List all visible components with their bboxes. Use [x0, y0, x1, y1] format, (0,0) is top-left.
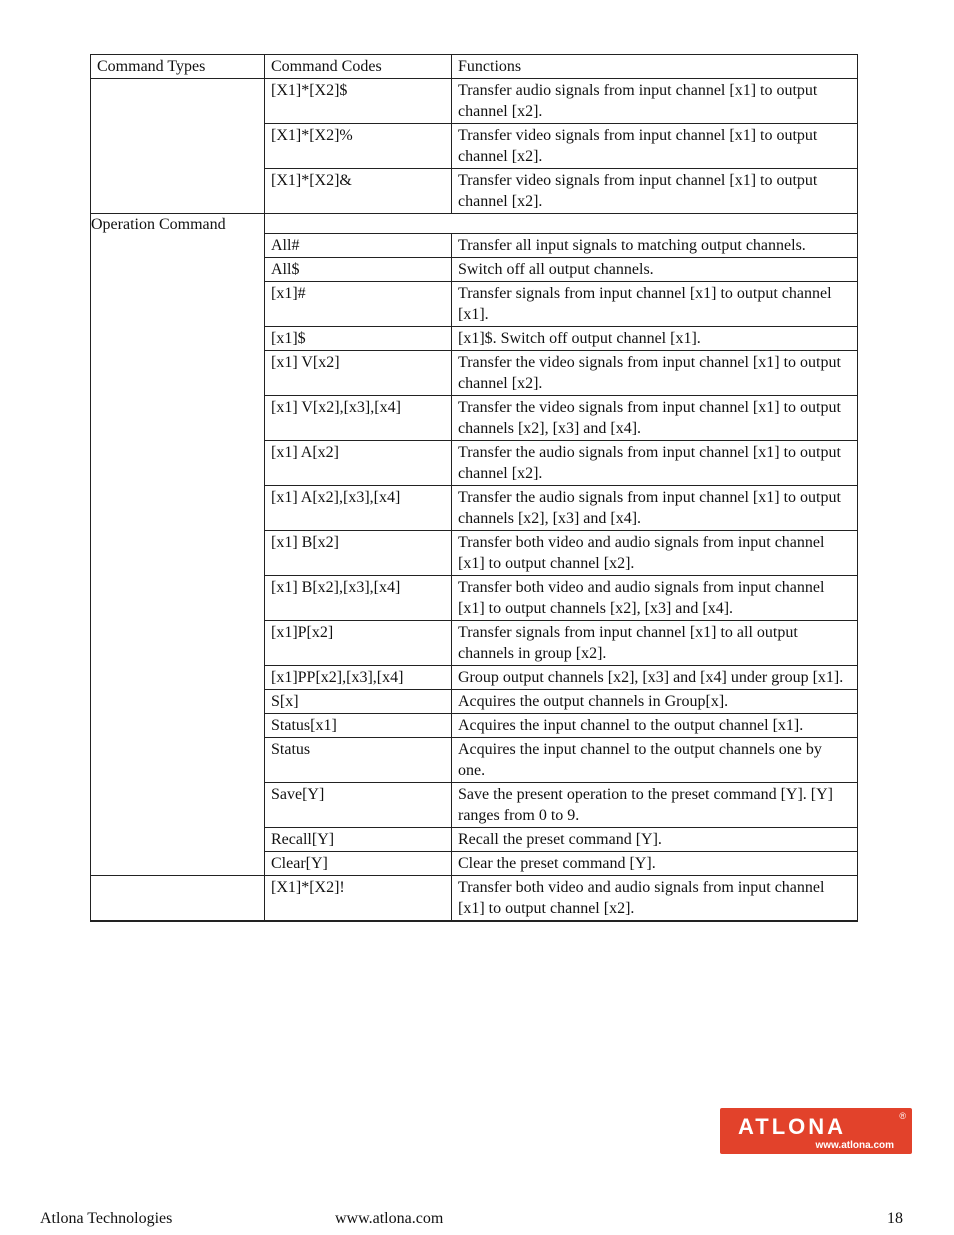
command-function: Transfer the video signals from input channel [x1] to output channel [x2].	[452, 351, 858, 396]
table-row	[91, 79, 858, 124]
command-function: Acquires the input channel to the output channel [x1].	[452, 714, 858, 738]
registered-mark: ®	[899, 1111, 906, 1121]
page-number: 18	[887, 1210, 903, 1227]
command-code: Save[Y]	[265, 783, 452, 828]
command-code: [X1]*[X2]$	[265, 79, 452, 124]
operation-spacer-row	[91, 214, 858, 234]
command-function: Transfer audio signals from input channel [x1] to output channel [x2].	[452, 79, 858, 124]
logo-wordmark: ATLONA	[738, 1114, 847, 1139]
command-function: Save the present operation to the preset command [Y]. [Y] ranges from 0 to 9.	[452, 783, 858, 828]
command-type-cell	[91, 79, 265, 214]
command-code: All#	[265, 234, 452, 258]
footer-company: Atlona Technologies	[40, 1210, 173, 1227]
command-function: Transfer video signals from input channel [x1] to output channel [x2].	[452, 124, 858, 169]
command-function: Transfer all input signals to matching output channels.	[452, 234, 858, 258]
command-function: Transfer both video and audio signals from input channel [x1] to output channel [x2].	[452, 876, 858, 922]
command-code: Recall[Y]	[265, 828, 452, 852]
command-function: Clear the preset command [Y].	[452, 852, 858, 876]
command-code: [x1] V[x2],[x3],[x4]	[265, 396, 452, 441]
command-function: Switch off all output channels.	[452, 258, 858, 282]
command-function: Group output channels [x2], [x3] and [x4] under group [x1].	[452, 666, 858, 690]
command-code: [x1]PP[x2],[x3],[x4]	[265, 666, 452, 690]
command-table	[90, 54, 858, 922]
logo-url: www.atlona.com	[815, 1140, 894, 1151]
command-function: Acquires the input channel to the output channels one by one.	[452, 738, 858, 783]
command-code: [x1] B[x2]	[265, 531, 452, 576]
command-function: Transfer the audio signals from input channel [x1] to output channel [x2].	[452, 441, 858, 486]
command-function: Transfer the video signals from input channel [x1] to output channels [x2], [x3] and [x4].	[452, 396, 858, 441]
header-functions: Functions	[452, 55, 858, 79]
command-code: [x1] A[x2]	[265, 441, 452, 486]
command-function: [x1]$. Switch off output channel [x1].	[452, 327, 858, 351]
command-code: [X1]*[X2]!	[265, 876, 452, 922]
spacer-cell	[265, 214, 858, 234]
command-code: Clear[Y]	[265, 852, 452, 876]
command-code: Status[x1]	[265, 714, 452, 738]
command-function: Transfer both video and audio signals from input channel [x1] to output channels [x2], [x3] and [x4].	[452, 576, 858, 621]
command-function: Acquires the output channels in Group[x].	[452, 690, 858, 714]
command-function: Transfer video signals from input channel [x1] to output channel [x2].	[452, 169, 858, 214]
command-function: Recall the preset command [Y].	[452, 828, 858, 852]
command-code: [X1]*[X2]&	[265, 169, 452, 214]
header-command-types: Command Types	[91, 55, 265, 79]
command-type-cell	[91, 876, 265, 922]
command-code: All$	[265, 258, 452, 282]
command-code: [X1]*[X2]%	[265, 124, 452, 169]
atlona-logo	[720, 1108, 912, 1154]
command-code: Status	[265, 738, 452, 783]
command-code: [x1] A[x2],[x3],[x4]	[265, 486, 452, 531]
command-code: [x1] V[x2]	[265, 351, 452, 396]
footer-website: www.atlona.com	[335, 1210, 444, 1227]
command-function: Transfer signals from input channel [x1] to all output channels in group [x2].	[452, 621, 858, 666]
command-function: Transfer both video and audio signals from input channel [x1] to output channel [x2].	[452, 531, 858, 576]
command-code: [x1]P[x2]	[265, 621, 452, 666]
command-type-operation: Operation Command	[91, 214, 265, 876]
command-function: Transfer the audio signals from input channel [x1] to output channels [x2], [x3] and [x4].	[452, 486, 858, 531]
header-command-codes: Command Codes	[265, 55, 452, 79]
table-header-row	[91, 55, 858, 79]
table-row	[91, 876, 858, 922]
command-code: [x1] B[x2],[x3],[x4]	[265, 576, 452, 621]
command-code: S[x]	[265, 690, 452, 714]
command-code: [x1]#	[265, 282, 452, 327]
command-code: [x1]$	[265, 327, 452, 351]
command-function: Transfer signals from input channel [x1] to output channel [x1].	[452, 282, 858, 327]
